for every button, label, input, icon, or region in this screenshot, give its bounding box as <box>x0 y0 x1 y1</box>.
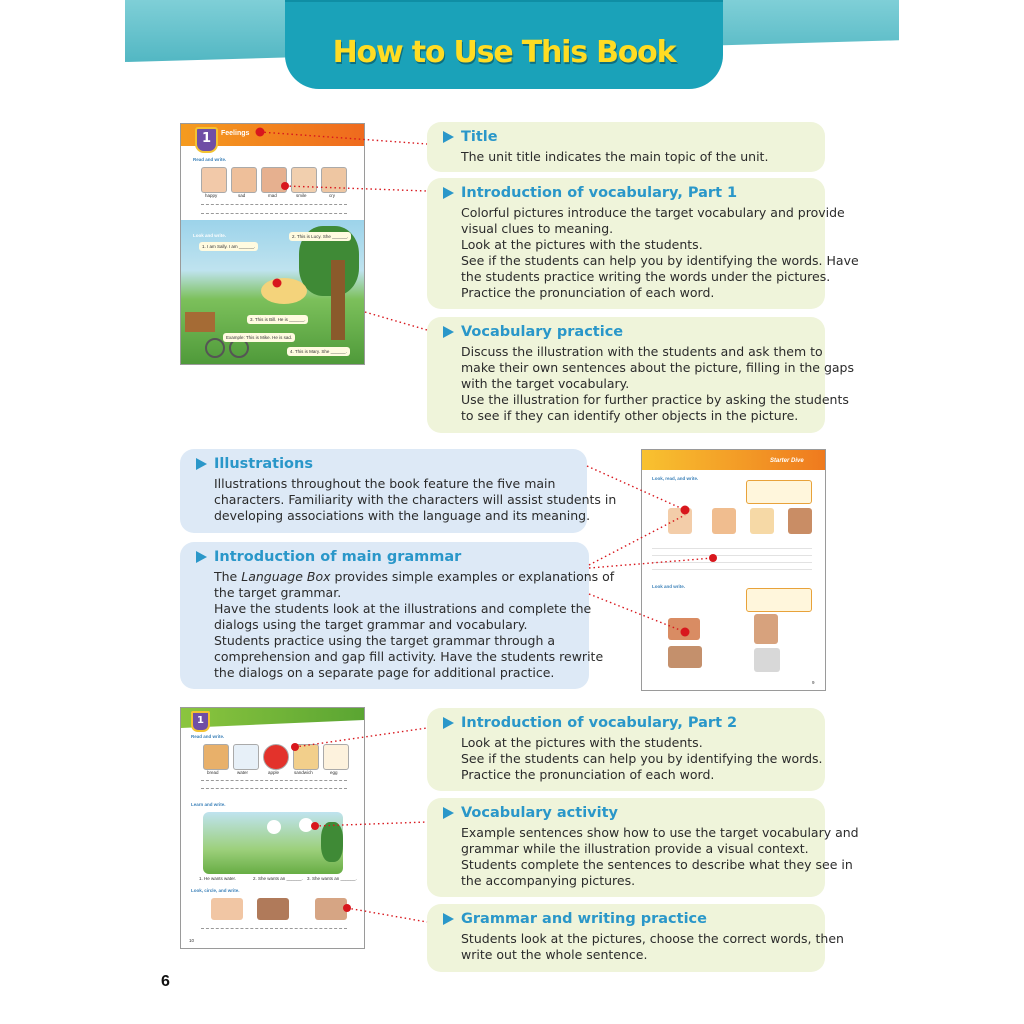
callout-text: visual clues to meaning. <box>461 221 614 236</box>
callout-text: the target grammar. <box>214 585 342 600</box>
caption-3: 3. She wants an ______. <box>307 876 357 881</box>
page <box>125 0 899 1024</box>
word-label: sandwich <box>294 770 313 775</box>
unit-badge: 1 <box>191 711 210 732</box>
callout-text: Look at the pictures with the students. <box>461 237 703 252</box>
pointer-line-grammar-writing <box>347 908 427 922</box>
pointer-dot <box>273 279 282 288</box>
callout-text: See if the students can help you by identifying the words. <box>461 751 823 766</box>
word-label: egg <box>330 770 338 775</box>
pointer-line-vocab-activity <box>315 822 427 826</box>
pointer-line-grammar-3 <box>589 594 685 632</box>
pointer-dot <box>343 904 351 912</box>
pointer-line-illustrations <box>587 466 685 510</box>
unit-badge: 1 <box>195 127 218 153</box>
pointer-dot <box>311 822 319 830</box>
pointer-dot <box>281 182 289 190</box>
pointer-line-grammar-1 <box>589 515 685 565</box>
pointer-line-vocab-part2 <box>295 728 427 747</box>
callout-heading: Introduction of vocabulary, Part 1 <box>461 185 738 201</box>
callout-text: the students practice writing the words under the pictures. <box>461 269 831 284</box>
callout-text: Students look at the pictures, choose the correct words, then <box>461 931 844 946</box>
instruction-read-write: Read and write. <box>191 734 225 739</box>
pointer-dot <box>681 628 690 637</box>
word-label: water <box>237 770 249 775</box>
pointer-line-grammar-2 <box>589 558 713 568</box>
callout-text: the dialogs on a separate page for additional practice. <box>214 665 555 680</box>
instruction-look-read-write: Look, read, and write. <box>652 476 699 481</box>
callout-heading: Introduction of main grammar <box>214 549 462 565</box>
callout-text: grammar while the illustration provide a visual context. <box>461 841 809 856</box>
callout-text-italic: Language Box <box>241 569 331 584</box>
word-label: apple <box>268 770 280 775</box>
word-label: smile <box>296 193 307 198</box>
page-title: How to Use This Book <box>332 35 676 70</box>
callout-text: Example sentences show how to use the target vocabulary and <box>461 825 859 840</box>
callout-text: write out the whole sentence. <box>461 947 648 962</box>
callout-text: developing associations with the language and its meaning. <box>214 508 591 523</box>
callout-text: comprehension and gap fill activity. Have the students rewrite <box>214 649 604 664</box>
callout-text: characters. Familiarity with the characters will assist students in <box>214 492 617 507</box>
instruction-learn-write: Learn and write. <box>191 802 226 807</box>
unit-banner-title: Feelings <box>221 130 250 137</box>
example-caption: Example: This is Mike. He is sad. <box>223 333 295 342</box>
instruction-read-write: Read and write. <box>193 157 227 162</box>
callout-text: The unit title indicates the main topic of the unit. <box>461 149 769 164</box>
callout-text: with the target vocabulary. <box>461 376 630 391</box>
pointer-dot <box>291 743 299 751</box>
word-label: sad <box>238 193 246 198</box>
callout-text: Practice the pronunciation of each word. <box>461 767 715 782</box>
callout-text: See if the students can help you by identifying the words. Have <box>461 253 859 268</box>
pointer-lines <box>125 0 899 1024</box>
callout-text: to see if they can identify other objects in the picture. <box>461 408 799 423</box>
starter-banner-title: Starter Dive <box>770 458 804 464</box>
instruction-look-circle-write: Look, circle, and write. <box>191 888 240 893</box>
word-label: bread <box>207 770 219 775</box>
callout-text: dialogs using the target grammar and vocabulary. <box>214 617 528 632</box>
caption-4: 4. This is Mary. She ______. <box>287 347 350 356</box>
thumbnail-page-number: 9 <box>812 680 815 685</box>
pointer-dot <box>256 128 265 137</box>
callout-heading: Illustrations <box>214 456 313 472</box>
pointer-line-vocab-practice <box>365 312 427 330</box>
callout-text: Practice the pronunciation of each word. <box>461 285 715 300</box>
word-label: happy <box>205 193 218 198</box>
callout-heading: Vocabulary practice <box>461 324 624 340</box>
caption-3: 3. This is Bill. He is ______. <box>247 315 308 324</box>
caption-2: 2. She wants an ______. <box>253 876 303 881</box>
thumbnail-page-number: 10 <box>189 938 195 943</box>
callout-text: the accompanying pictures. <box>461 873 636 888</box>
callout-text: Colorful pictures introduce the target vocabulary and provide <box>461 205 845 220</box>
instruction-look-write: Look and write. <box>652 584 686 589</box>
caption-1: 1. I am Sally. I am ______. <box>199 242 258 251</box>
pointer-line-title <box>260 132 427 144</box>
callout-heading: Vocabulary activity <box>461 805 618 821</box>
callout-text: The Language Box provides simple examples or explanations of <box>214 569 615 584</box>
callout-text: make their own sentences about the picture, filling in the gaps <box>461 360 854 375</box>
callout-text: Have the students look at the illustrations and complete the <box>214 601 592 616</box>
pointer-line-vocab-part1 <box>285 186 427 191</box>
callout-text: Discuss the illustration with the students and ask them to <box>461 344 823 359</box>
caption-2: 2. This is Lucy. She ______. <box>289 232 351 241</box>
word-label: cry <box>329 193 335 198</box>
callout-text: Students complete the sentences to describe what they see in <box>461 857 853 872</box>
instruction-look-write: Look and write. <box>193 233 227 238</box>
pointer-dot <box>681 506 690 515</box>
callout-text: Students practice using the target grammar through a <box>214 633 556 648</box>
callout-heading: Grammar and writing practice <box>461 911 707 927</box>
page-number: 6 <box>161 973 170 990</box>
callout-heading: Title <box>461 129 498 145</box>
callout-text: Use the illustration for further practice by asking the students <box>461 392 849 407</box>
caption-1: 1. He wants water. <box>199 876 237 881</box>
callout-text: Illustrations throughout the book feature the five main <box>214 476 556 491</box>
callout-text: Look at the pictures with the students. <box>461 735 703 750</box>
callout-heading: Introduction of vocabulary, Part 2 <box>461 715 738 731</box>
pointer-dot <box>709 554 717 562</box>
word-label: mad <box>268 193 277 198</box>
